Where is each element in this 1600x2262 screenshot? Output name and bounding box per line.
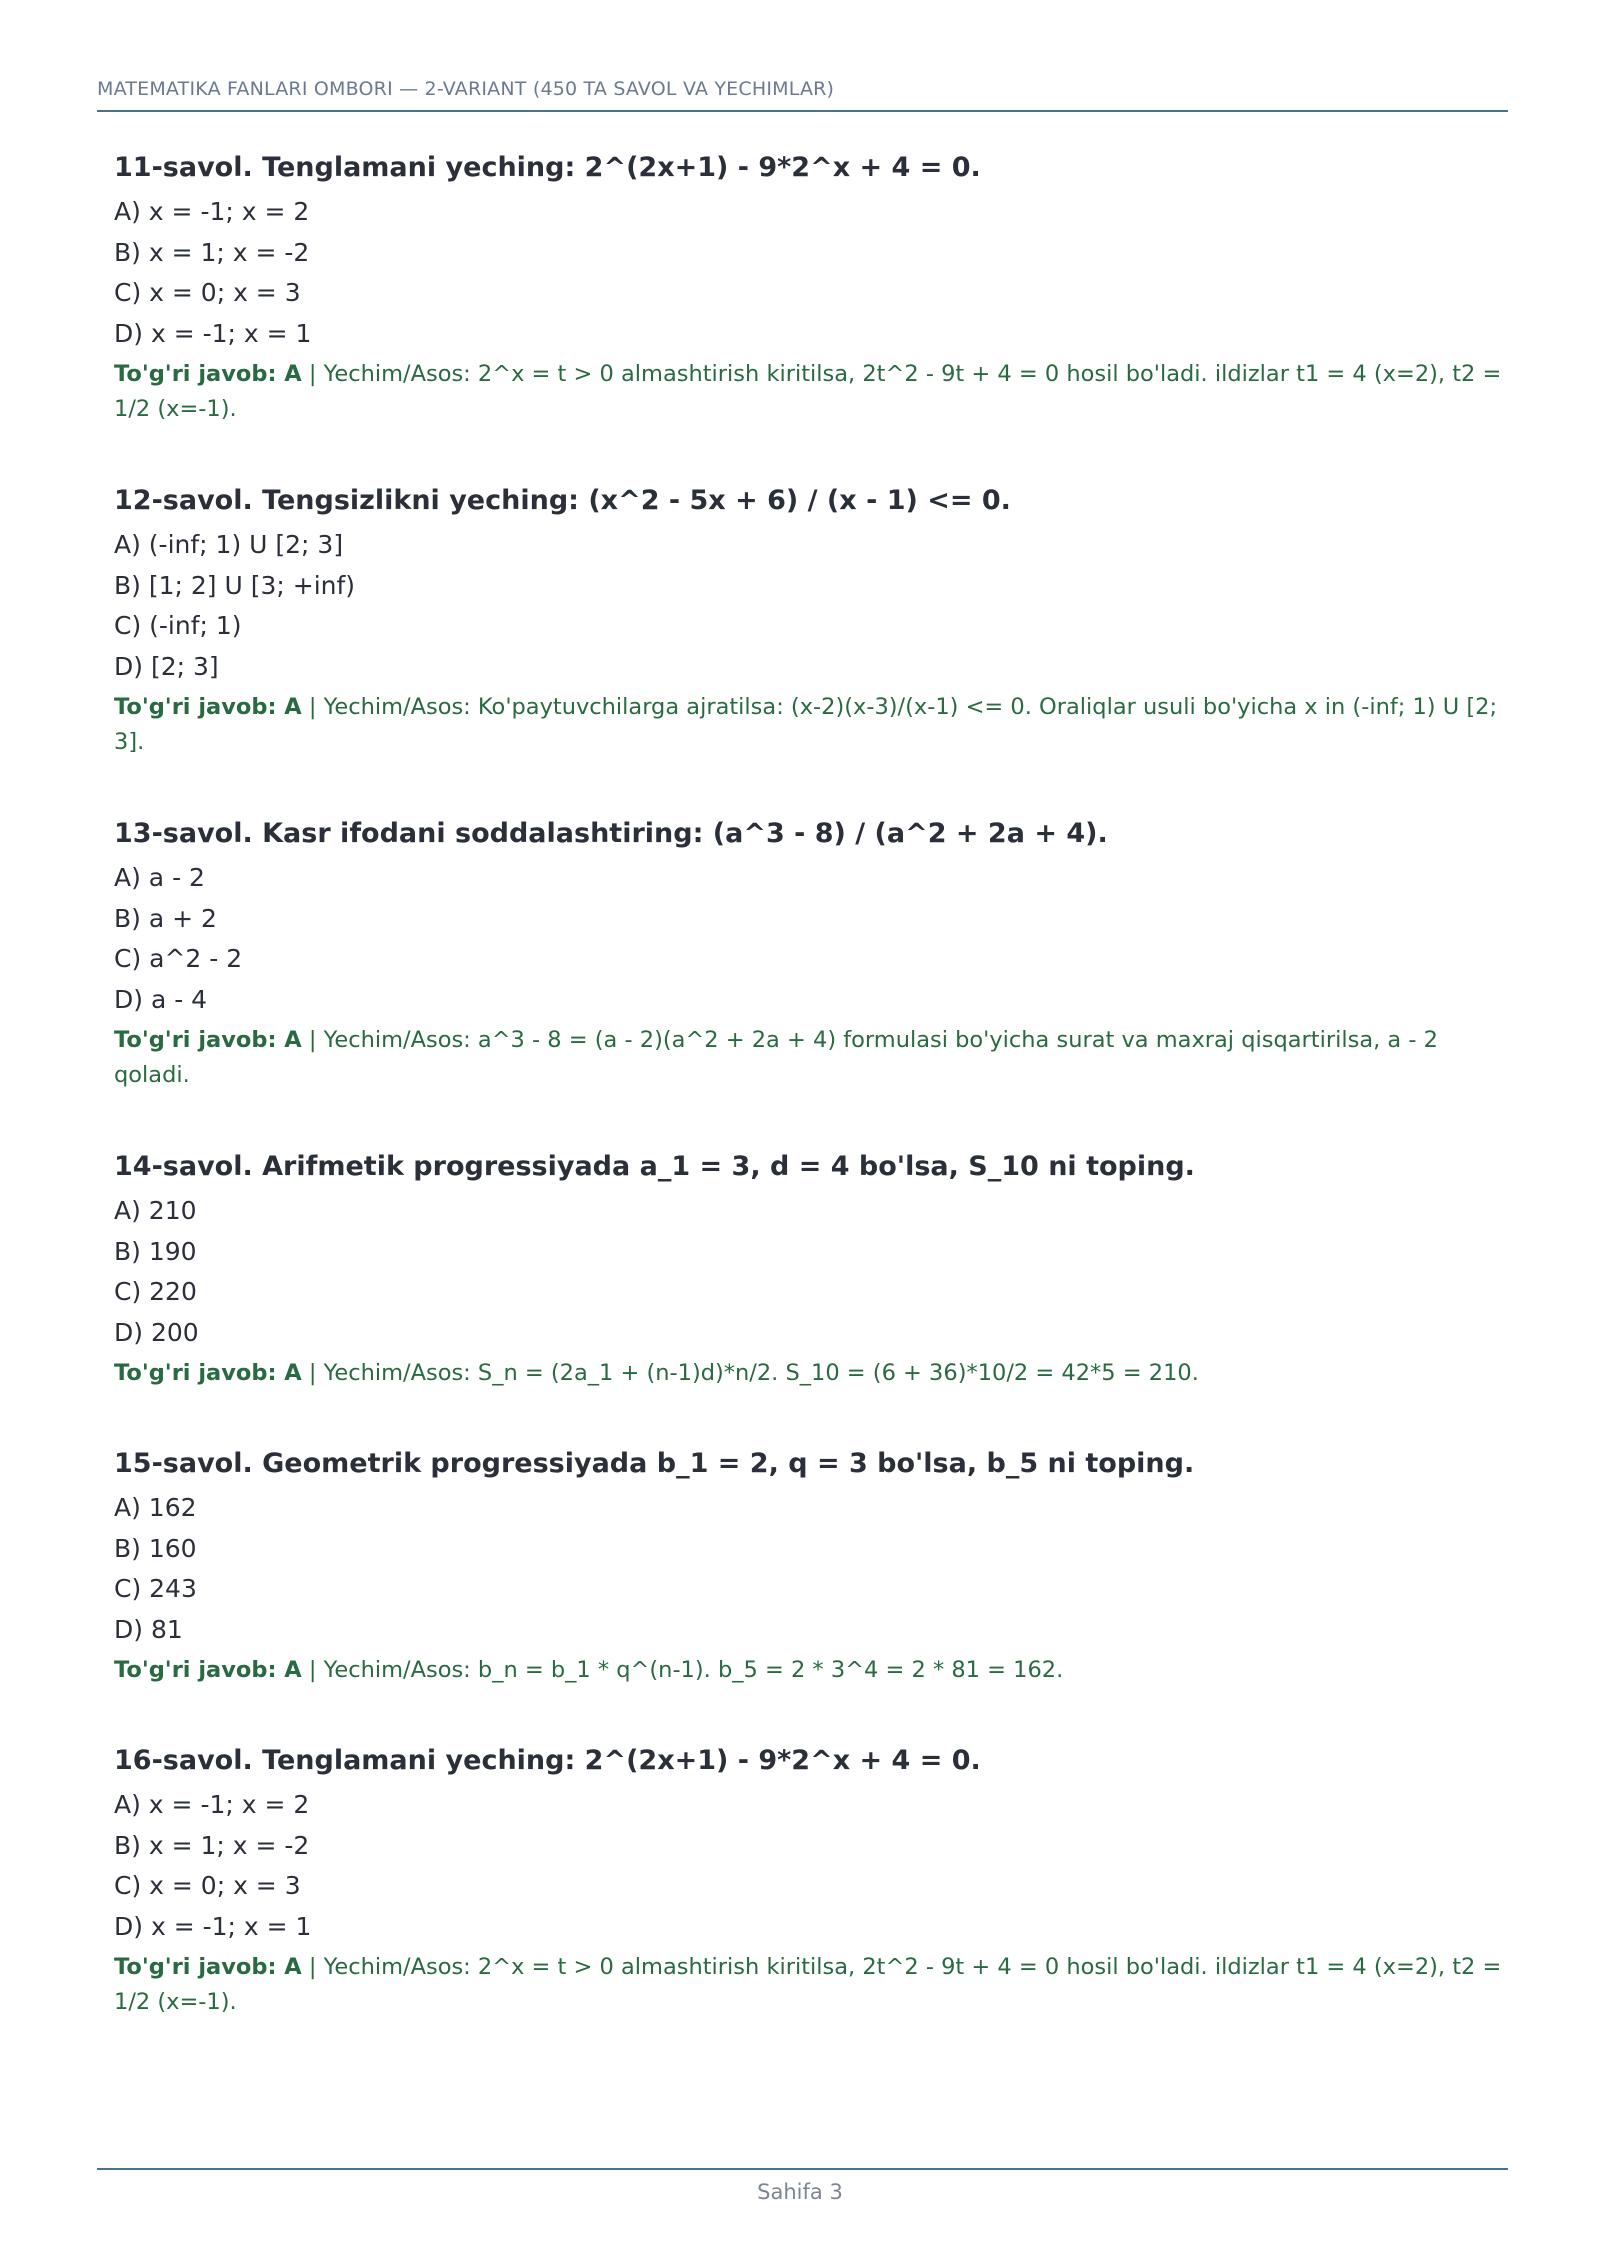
question-title: 14-savol. Arifmetik progressiyada a_1 = 3, d = 4 bo'lsa, S_10 ni toping. bbox=[114, 1151, 1195, 1182]
running-header: MATEMATIKA FANLARI OMBORI — 2-VARIANT (450 TA SAVOL VA YECHIMLAR) bbox=[97, 78, 835, 100]
option-d: D) x = -1; x = 1 bbox=[114, 318, 312, 348]
footer-divider bbox=[97, 2168, 1508, 2170]
option-b: B) a + 2 bbox=[114, 903, 217, 933]
question-block bbox=[114, 1147, 1504, 1444]
answer-explanation bbox=[114, 1023, 1504, 1093]
answer-explanation bbox=[114, 690, 1504, 760]
answer-text: | Yechim/Asos: S_n = (2a_1 + (n-1)d)*n/2. S_10 = (6 + 36)*10/2 = 42*5 = 210. bbox=[301, 1360, 1199, 1386]
question-title: 15-savol. Geometrik progressiyada b_1 = 2, q = 3 bo'lsa, b_5 ni toping. bbox=[114, 1448, 1195, 1479]
answer-label: To'g'ri javob: A bbox=[114, 1360, 302, 1386]
answer-explanation bbox=[114, 357, 1504, 427]
answer-label: To'g'ri javob: A bbox=[114, 1954, 302, 1980]
answer-explanation bbox=[114, 1950, 1504, 2020]
question-block bbox=[114, 148, 1504, 481]
answer-explanation bbox=[114, 1356, 1504, 1391]
answer-text: | Yechim/Asos: 2^x = t > 0 almashtirish kiritilsa, 2t^2 - 9t + 4 = 0 hosil bo'ladi. ildizlar t1 = 4 (x=2), t2 = 1/2 (x=-1). bbox=[114, 361, 1502, 422]
answer-text: | Yechim/Asos: Ko'paytuvchilarga ajratilsa: (x-2)(x-3)/(x-1) <= 0. Oraliqlar usuli bo'yicha x in (-inf; 1) U [2; 3]. bbox=[114, 694, 1498, 755]
option-b: B) [1; 2] U [3; +inf) bbox=[114, 570, 356, 600]
answer-text: | Yechim/Asos: b_n = b_1 * q^(n-1). b_5 = 2 * 3^4 = 2 * 81 = 162. bbox=[301, 1657, 1064, 1683]
answer-text: | Yechim/Asos: 2^x = t > 0 almashtirish kiritilsa, 2t^2 - 9t + 4 = 0 hosil bo'ladi. ildizlar t1 = 4 (x=2), t2 = 1/2 (x=-1). bbox=[114, 1954, 1502, 2015]
option-b: B) 160 bbox=[114, 1533, 197, 1563]
option-c: C) x = 0; x = 3 bbox=[114, 1871, 301, 1900]
answer-label: To'g'ri javob: A bbox=[114, 361, 302, 387]
question-title: 16-savol. Tenglamani yeching: 2^(2x+1) - 9*2^x + 4 = 0. bbox=[114, 1745, 981, 1776]
answer-label: To'g'ri javob: A bbox=[114, 694, 302, 720]
option-b: B) x = 1; x = -2 bbox=[114, 237, 310, 267]
option-b: B) 190 bbox=[114, 1236, 197, 1266]
question-title: 13-savol. Kasr ifodani soddalashtiring: (a^3 - 8) / (a^2 + 2a + 4). bbox=[114, 818, 1108, 849]
option-c: C) 243 bbox=[114, 1574, 197, 1603]
question-list bbox=[114, 148, 1504, 2074]
option-a: A) 162 bbox=[114, 1493, 197, 1522]
answer-label: To'g'ri javob: A bbox=[114, 1027, 302, 1053]
option-d: D) 81 bbox=[114, 1614, 183, 1644]
header-divider bbox=[97, 110, 1508, 112]
option-a: A) x = -1; x = 2 bbox=[114, 1790, 310, 1819]
question-title: 11-savol. Tenglamani yeching: 2^(2x+1) - 9*2^x + 4 = 0. bbox=[114, 152, 981, 183]
question-block bbox=[114, 814, 1504, 1147]
option-c: C) x = 0; x = 3 bbox=[114, 278, 301, 307]
answer-text: | Yechim/Asos: a^3 - 8 = (a - 2)(a^2 + 2a + 4) formulasi bo'yicha surat va maxraj qisqartirilsa, a - 2 qoladi. bbox=[114, 1027, 1438, 1088]
option-a: A) 210 bbox=[114, 1196, 197, 1225]
option-d: D) x = -1; x = 1 bbox=[114, 1911, 312, 1941]
option-b: B) x = 1; x = -2 bbox=[114, 1830, 310, 1860]
question-title: 12-savol. Tengsizlikni yeching: (x^2 - 5x + 6) / (x - 1) <= 0. bbox=[114, 485, 1011, 516]
option-c: C) 220 bbox=[114, 1277, 197, 1306]
answer-label: To'g'ri javob: A bbox=[114, 1657, 302, 1683]
option-a: A) (-inf; 1) U [2; 3] bbox=[114, 530, 344, 559]
option-d: D) a - 4 bbox=[114, 984, 208, 1014]
option-a: A) a - 2 bbox=[114, 863, 205, 892]
option-a: A) x = -1; x = 2 bbox=[114, 197, 310, 226]
option-c: C) (-inf; 1) bbox=[114, 611, 242, 640]
question-block bbox=[114, 1741, 1504, 2074]
option-d: D) [2; 3] bbox=[114, 651, 219, 681]
question-block bbox=[114, 481, 1504, 814]
option-c: C) a^2 - 2 bbox=[114, 944, 243, 973]
question-block bbox=[114, 1444, 1504, 1741]
option-d: D) 200 bbox=[114, 1317, 199, 1347]
page-number: Sahifa 3 bbox=[757, 2180, 843, 2204]
answer-explanation bbox=[114, 1653, 1504, 1688]
